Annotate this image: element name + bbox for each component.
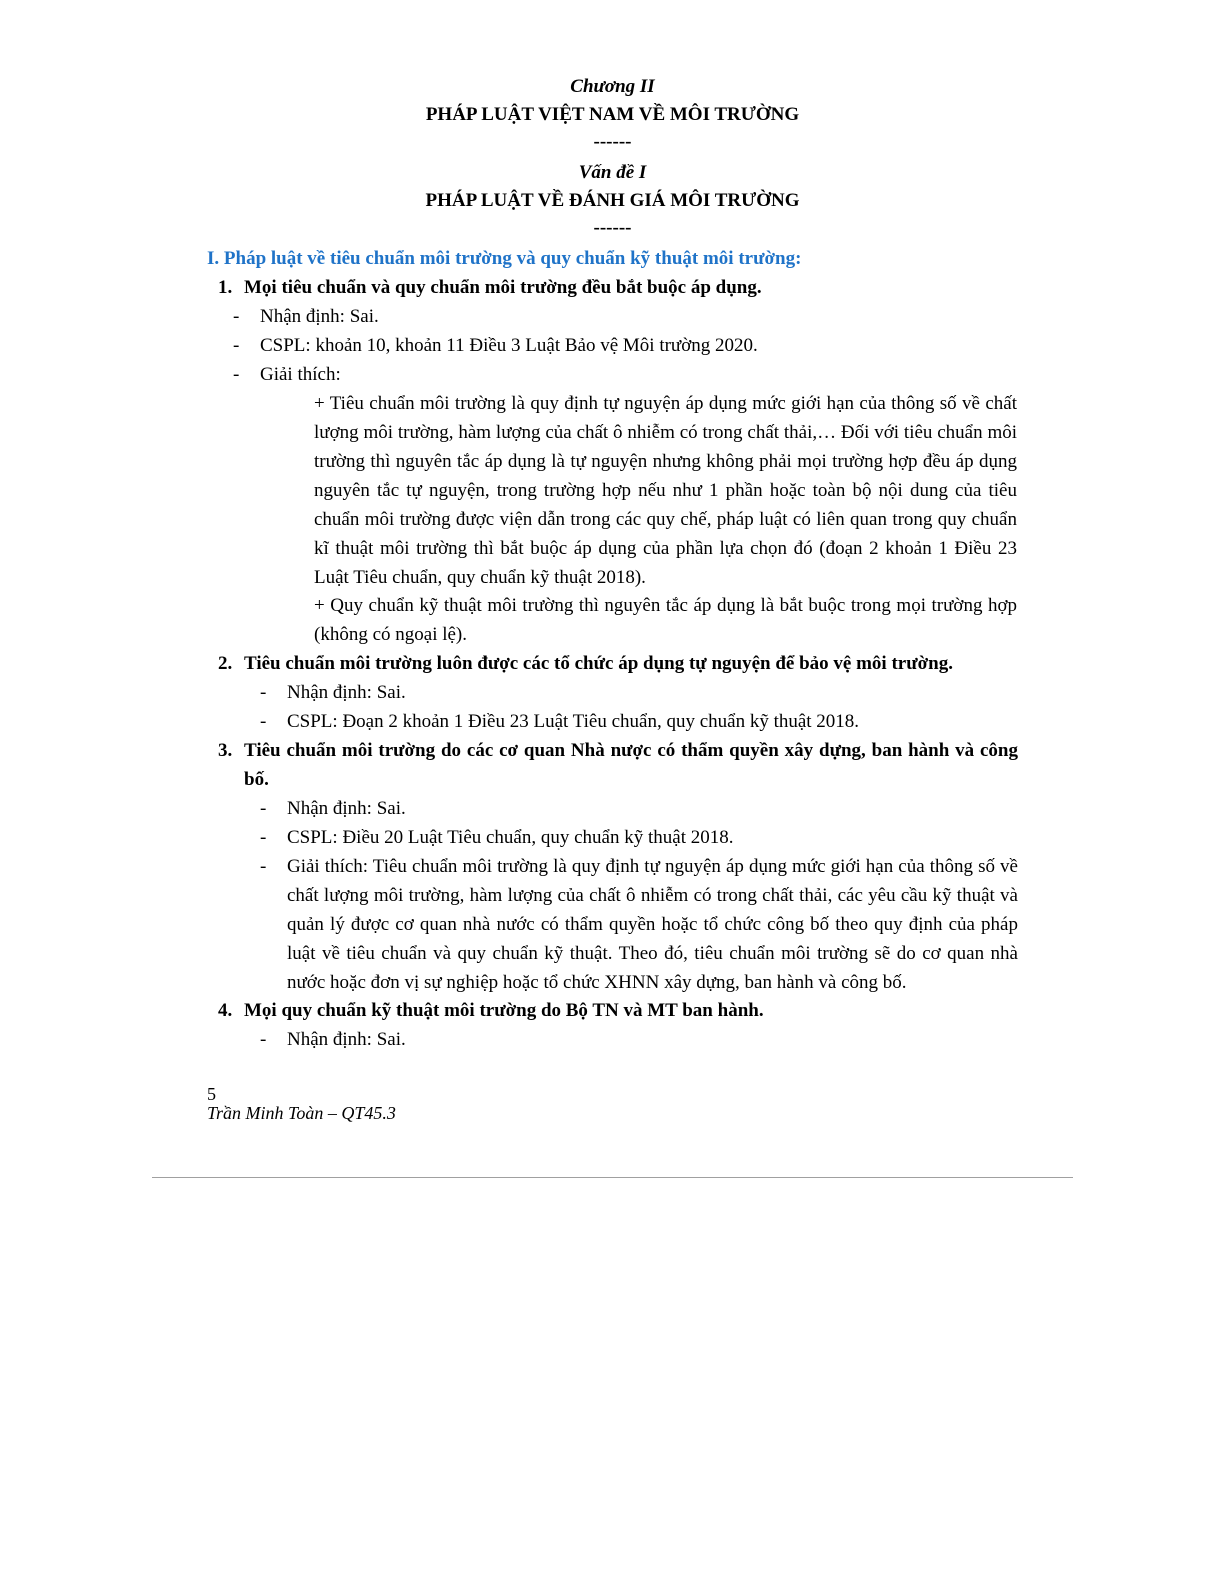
chapter-title: PHÁP LUẬT VIỆT NAM VỀ MÔI TRƯỜNG <box>425 104 800 125</box>
list-item <box>260 852 1018 997</box>
bullet-text: Nhận định: Sai. <box>287 1029 406 1050</box>
question-number: 4. <box>218 1000 233 1021</box>
list-item <box>260 707 1018 736</box>
question-item <box>218 996 1018 1025</box>
author-footer: Trần Minh Toàn – QT45.3 <box>207 1103 396 1123</box>
bullet-dash: - <box>260 827 267 848</box>
question-text: Mọi tiêu chuẩn và quy chuẩn môi trường đều bắt buộc áp dụng. <box>244 277 762 298</box>
list-item <box>233 331 1013 360</box>
question-text: Tiêu chuẩn môi trường luôn được các tổ chức áp dụng tự nguyện để bảo vệ môi trường. <box>244 653 953 674</box>
list-item <box>233 302 1013 331</box>
question-text: Tiêu chuẩn môi trường do các cơ quan Nhà nược có thẩm quyền xây dựng, ban hành và công bố. <box>244 740 1018 790</box>
question-item <box>218 649 1018 678</box>
issue-label: Vấn đề I <box>578 162 647 183</box>
bullet-dash: - <box>260 682 267 703</box>
page-number: 5 <box>207 1084 216 1104</box>
question-item <box>218 736 1018 794</box>
page-divider <box>152 1177 1073 1178</box>
bullet-text: Nhận định: Sai. <box>287 798 406 819</box>
bullet-text: Giải thích: <box>260 364 341 385</box>
separator: ------ <box>593 217 632 238</box>
issue-title: PHÁP LUẬT VỀ ĐÁNH GIÁ MÔI TRƯỜNG <box>425 190 800 211</box>
bullet-text: CSPL: khoản 10, khoản 11 Điều 3 Luật Bảo vệ Môi trường 2020. <box>260 335 758 356</box>
question-text: Mọi quy chuẩn kỹ thuật môi trường do Bộ TN và MT ban hành. <box>244 1000 764 1021</box>
list-item <box>260 1025 1018 1054</box>
bullet-dash: - <box>233 306 240 327</box>
question-number: 3. <box>218 740 233 761</box>
bullet-text: Nhận định: Sai. <box>260 306 379 327</box>
list-item <box>233 360 1013 389</box>
bullet-dash: - <box>260 798 267 819</box>
bullet-text: CSPL: Điều 20 Luật Tiêu chuẩn, quy chuẩn kỹ thuật 2018. <box>287 827 734 848</box>
separator: ------ <box>593 131 632 152</box>
question-number: 2. <box>218 653 233 674</box>
bullet-text: Giải thích: Tiêu chuẩn môi trường là quy định tự nguyện áp dụng mức giới hạn của thông số về chất lượng môi trường, hàm lượng của chất ô nhiễm có trong chất thải, các yêu cầu kỹ thuật và quản lý được cơ quan nhà nước có thẩm quyền hoặc tổ chức công bố theo quy định của pháp luật về tiêu chuẩn và quy chuẩn kỹ thuật. Theo đó, tiêu chuẩn môi trường sẽ do cơ quan nhà nước hoặc đơn vị sự nghiệp hoặc tổ chức XHNN xây dựng, ban hành và công bố. <box>287 856 1018 993</box>
explanation-paragraph: + Tiêu chuẩn môi trường là quy định tự nguyện áp dụng mức giới hạn của thông số về chất lượng môi trường, hàm lượng của chất ô nhiễm có trong chất thải,… Đối với tiêu chuẩn môi trường thì nguyên tắc áp dụng là tự nguyện nhưng không phải mọi trường hợp đều áp dụng nguyên tắc tự nguyện, trong trường hợp nếu như 1 phần hoặc toàn bộ nội dung của tiêu chuẩn môi trường được viện dẫn trong các quy chế, pháp luật có liên quan trong quy chuẩn kĩ thuật môi trường thì bắt buộc áp dụng của phần lựa chọn đó (đoạn 2 khoản 1 Điều 23 Luật Tiêu chuẩn, quy chuẩn kỹ thuật 2018). <box>314 393 1017 588</box>
bullet-dash: - <box>260 856 267 877</box>
section-heading: I. Pháp luật về tiêu chuẩn môi trường và quy chuẩn kỹ thuật môi trường: <box>207 248 802 269</box>
list-item <box>260 823 1018 852</box>
list-item <box>260 678 1018 707</box>
bullet-dash: - <box>233 364 240 385</box>
bullet-text: CSPL: Đoạn 2 khoản 1 Điều 23 Luật Tiêu chuẩn, quy chuẩn kỹ thuật 2018. <box>287 711 860 732</box>
chapter-label: Chương II <box>570 76 655 97</box>
bullet-text: Nhận định: Sai. <box>287 682 406 703</box>
bullet-dash: - <box>260 711 267 732</box>
question-item <box>218 273 1018 302</box>
list-item <box>260 794 1018 823</box>
question-number: 1. <box>218 277 233 298</box>
explanation-paragraph: + Quy chuẩn kỹ thuật môi trường thì nguyên tắc áp dụng là bắt buộc trong mọi trường hợp (không có ngoại lệ). <box>314 595 1017 645</box>
bullet-dash: - <box>233 335 240 356</box>
bullet-dash: - <box>260 1029 267 1050</box>
